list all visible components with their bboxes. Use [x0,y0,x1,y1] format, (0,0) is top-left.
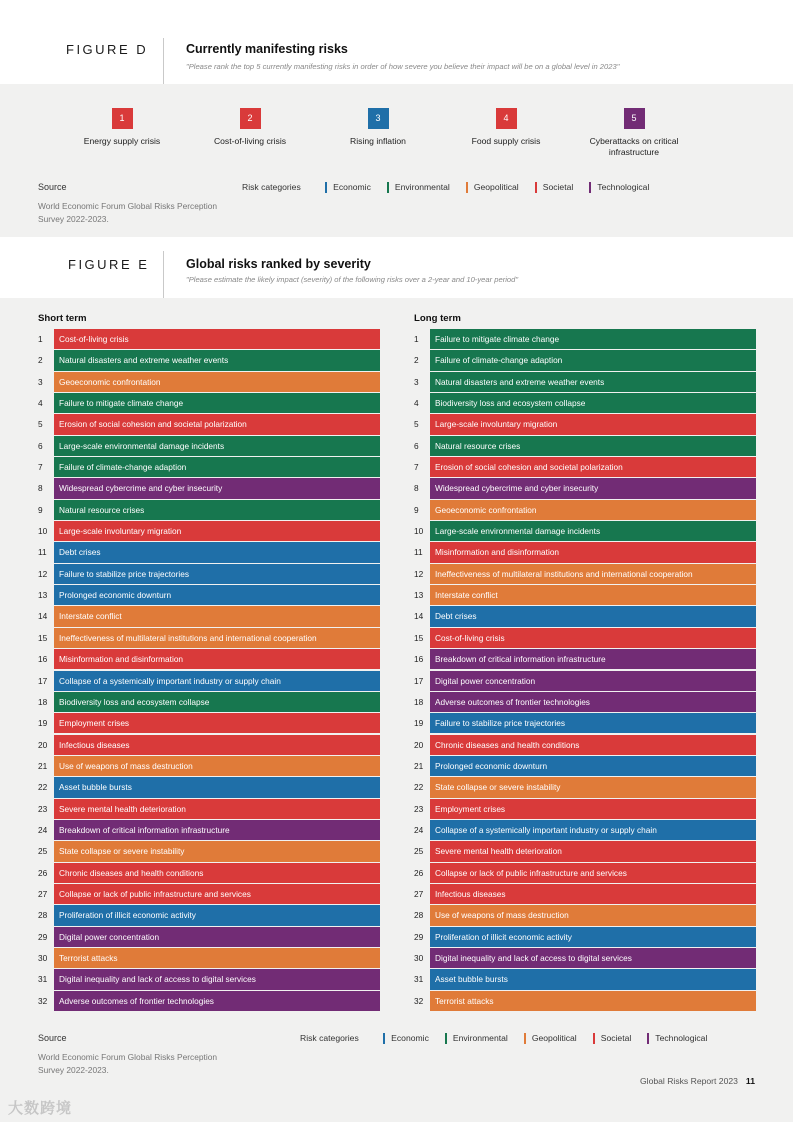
rank-number: 32 [414,995,424,1006]
figure-d-label: FIGURE D [66,42,149,57]
risk-bar: Prolonged economic downturn [54,585,380,605]
risk-bar: Interstate conflict [54,606,380,626]
risk-bar: Failure of climate-change adaption [430,350,756,370]
risk-bar: Collapse or lack of public infrastructure and services [430,863,756,883]
page-footer [640,1076,755,1086]
short-term-row [38,905,380,926]
short-term-row [38,777,380,798]
short-term-row [38,350,380,371]
rank-number: 10 [38,526,48,537]
risk-bar: Erosion of social cohesion and societal polarization [430,457,756,477]
rank-number: 17 [414,675,424,686]
rank-number: 8 [38,483,43,494]
rank-number: 12 [38,568,48,579]
legend-economic: Economic [325,182,371,193]
figure-d-subtitle: "Please rank the top 5 currently manifesting risks in order of how severe you believe their impact will be on a global level in 2023" [186,62,620,71]
long-term-row [414,585,756,606]
rank-number: 6 [414,440,419,451]
risk-bar: Debt crises [430,606,756,626]
rank-number: 6 [38,440,43,451]
risk-bar: Widespread cybercrime and cyber insecurity [54,478,380,498]
watermark: 大数跨境 [8,1100,73,1117]
long-term-row [414,436,756,457]
figure-d-source-text: World Economic Forum Global Risks Perception Survey 2022-2023. [38,201,218,224]
long-term-row [414,628,756,649]
figure-d-legend [242,182,665,193]
rank-number: 13 [38,590,48,601]
rank-number: 31 [38,974,48,985]
risk-bar: Asset bubble bursts [430,969,756,989]
risk-bar: Geoeconomic confrontation [54,372,380,392]
short-term-row [38,521,380,542]
short-term-row [38,713,380,734]
figure-e-divider [163,251,164,298]
risk-bar: Failure of climate-change adaption [54,457,380,477]
rank-number: 2 [38,355,43,366]
short-term-row [38,542,380,563]
risk-bar: Biodiversity loss and ecosystem collapse [54,692,380,712]
manifesting-risk-4 [436,108,576,147]
rank-number: 24 [38,824,48,835]
rank-number: 7 [414,462,419,473]
rank-badge: 2 [240,108,261,129]
figure-d-header [0,0,793,84]
long-term-heading: Long term [414,313,461,324]
risk-bar: Large-scale involuntary migration [430,414,756,434]
legend-environmental: Environmental [387,182,450,193]
legend-geopolitical: Geopolitical [524,1033,577,1044]
short-term-list [38,329,380,1012]
rank-number: 16 [38,654,48,665]
risk-bar: Severe mental health deterioration [430,841,756,861]
legend-environmental: Environmental [445,1033,508,1044]
figure-e-label: FIGURE E [68,257,150,272]
short-term-row [38,372,380,393]
short-term-row [38,478,380,499]
long-term-row [414,372,756,393]
short-term-row [38,393,380,414]
short-term-row [38,457,380,478]
risk-bar: Adverse outcomes of frontier technologies [54,991,380,1011]
short-term-row [38,692,380,713]
rank-badge: 3 [368,108,389,129]
long-term-row [414,671,756,692]
figure-e-title: Global risks ranked by severity [186,257,371,271]
long-term-row [414,713,756,734]
long-term-row [414,606,756,627]
figure-d-divider [163,38,164,84]
report-title: Global Risks Report 2023 [639,1076,738,1086]
legend-technological: Technological [589,182,649,193]
risk-bar: Interstate conflict [430,585,756,605]
manifesting-risk-1 [52,108,192,147]
rank-number: 26 [414,867,424,878]
long-term-row [414,564,756,585]
long-term-row [414,649,756,670]
rank-number: 11 [414,547,423,558]
risk-bar: Collapse of a systemically important industry or supply chain [54,671,380,691]
long-term-row [414,756,756,777]
long-term-row [414,799,756,820]
long-term-row [414,414,756,435]
legend-economic: Economic [383,1033,429,1044]
long-term-row [414,969,756,990]
short-term-row [38,414,380,435]
short-term-row [38,329,380,350]
risk-bar: Cost-of-living crisis [430,628,756,648]
legend-societal: Societal [593,1033,632,1044]
long-term-row [414,478,756,499]
rank-number: 1 [38,334,43,344]
risk-bar: Digital power concentration [54,927,380,947]
rank-number: 27 [414,888,424,899]
rank-number: 20 [414,739,424,750]
short-term-row [38,799,380,820]
long-term-row [414,500,756,521]
rank-number: 10 [414,526,424,537]
risk-bar: Prolonged economic downturn [430,756,756,776]
rank-number: 2 [414,355,419,366]
figure-e-header [0,237,793,298]
rank-number: 16 [414,654,424,665]
risk-bar: Natural disasters and extreme weather events [54,350,380,370]
rank-number: 19 [38,718,48,729]
rank-number: 3 [38,376,43,387]
long-term-row [414,948,756,969]
long-term-row [414,521,756,542]
risk-bar: Natural resource crises [430,436,756,456]
rank-number: 19 [414,718,424,729]
rank-number: 21 [414,760,424,771]
rank-number: 26 [38,867,48,878]
long-term-row [414,863,756,884]
legend-technological: Technological [647,1033,707,1044]
legend-label: Risk categories [300,1033,359,1043]
risk-bar: Breakdown of critical information infrastructure [430,649,756,669]
rank-number: 23 [414,803,424,814]
rank-number: 20 [38,739,48,750]
long-term-row [414,393,756,414]
short-term-row [38,863,380,884]
rank-number: 30 [414,952,424,963]
legend-geopolitical: Geopolitical [466,182,519,193]
long-term-row [414,329,756,350]
short-term-row [38,927,380,948]
long-term-row [414,841,756,862]
risk-bar: Use of weapons of mass destruction [54,756,380,776]
short-term-row [38,649,380,670]
risk-bar: Breakdown of critical information infrastructure [54,820,380,840]
rank-number: 18 [38,696,48,707]
short-term-row [38,606,380,627]
rank-badge: 5 [624,108,645,129]
rank-number: 14 [414,611,424,622]
risk-bar: Proliferation of illicit economic activity [54,905,380,925]
short-term-row [38,756,380,777]
risk-bar: Geoeconomic confrontation [430,500,756,520]
risk-bar: Digital inequality and lack of access to digital services [430,948,756,968]
rank-number: 29 [414,931,424,942]
figure-e-source-text: World Economic Forum Global Risks Perception Survey 2022-2023. [38,1052,218,1075]
risk-bar: Failure to stabilize price trajectories [54,564,380,584]
rank-number: 8 [414,483,419,494]
long-term-row [414,884,756,905]
short-term-row [38,500,380,521]
rank-number: 4 [38,398,43,409]
figure-e-legend [300,1033,723,1044]
risk-bar: Biodiversity loss and ecosystem collapse [430,393,756,413]
rank-badge: 4 [496,108,517,129]
rank-number: 32 [38,995,48,1006]
risk-bar: Large-scale environmental damage incidents [54,436,380,456]
manifesting-risk-3 [308,108,448,147]
long-term-row [414,692,756,713]
short-term-row [38,564,380,585]
risk-bar: Infectious diseases [430,884,756,904]
long-term-row [414,927,756,948]
short-term-row [38,991,380,1012]
short-term-row [38,735,380,756]
figure-d-source-label: Source [38,182,67,192]
risk-bar: Infectious diseases [54,735,380,755]
legend-societal: Societal [535,182,574,193]
risk-bar: Failure to mitigate climate change [54,393,380,413]
risk-bar: Failure to mitigate climate change [430,329,756,349]
risk-bar: Misinformation and disinformation [54,649,380,669]
rank-number: 25 [414,846,424,857]
risk-bar: Chronic diseases and health conditions [430,735,756,755]
rank-number: 5 [38,419,43,430]
risk-bar: Ineffectiveness of multilateral institutions and international cooperation [430,564,756,584]
rank-number: 28 [38,910,48,921]
long-term-row [414,542,756,563]
rank-number: 9 [414,504,419,515]
risk-bar: Chronic diseases and health conditions [54,863,380,883]
risk-bar: Erosion of social cohesion and societal polarization [54,414,380,434]
risk-bar: Widespread cybercrime and cyber insecurity [430,478,756,498]
rank-number: 15 [414,632,424,643]
long-term-row [414,905,756,926]
risk-name: Rising inflation [350,136,406,146]
page-number: 11 [745,1076,755,1086]
short-term-heading: Short term [38,313,87,324]
short-term-row [38,820,380,841]
rank-number: 22 [38,782,48,793]
risk-bar: Cost-of-living crisis [54,329,380,349]
rank-number: 30 [38,952,48,963]
manifesting-risk-2 [180,108,320,147]
rank-number: 18 [414,696,424,707]
risk-bar: State collapse or severe instability [430,777,756,797]
long-term-row [414,991,756,1012]
risk-bar: Large-scale involuntary migration [54,521,380,541]
risk-name: Cost-of-living crisis [213,136,287,146]
rank-number: 1 [414,334,419,344]
rank-number: 25 [38,846,48,857]
short-term-row [38,671,380,692]
rank-number: 12 [414,568,424,579]
rank-number: 28 [414,910,424,921]
figure-e-subtitle: "Please estimate the likely impact (severity) of the following risks over a 2-year and 10-year period" [186,275,519,284]
short-term-row [38,585,380,606]
risk-bar: State collapse or severe instability [54,841,380,861]
long-term-row [414,735,756,756]
rank-number: 27 [38,888,48,899]
risk-bar: Proliferation of illicit economic activity [430,927,756,947]
risk-bar: Employment crises [430,799,756,819]
rank-number: 9 [38,504,43,515]
rank-number: 11 [38,547,47,558]
risk-bar: Failure to stabilize price trajectories [430,713,756,733]
rank-number: 14 [38,611,48,622]
risk-bar: Natural disasters and extreme weather events [430,372,756,392]
risk-name: Energy supply crisis [83,136,161,146]
risk-bar: Use of weapons of mass destruction [430,905,756,925]
risk-bar: Digital power concentration [430,671,756,691]
risk-bar: Collapse or lack of public infrastructure and services [54,884,380,904]
rank-number: 29 [38,931,48,942]
risk-bar: Terrorist attacks [54,948,380,968]
rank-number: 7 [38,462,43,473]
risk-bar: Asset bubble bursts [54,777,380,797]
risk-bar: Digital inequality and lack of access to digital services [54,969,380,989]
risk-bar: Adverse outcomes of frontier technologies [430,692,756,712]
manifesting-risk-5 [564,108,704,158]
risk-name: Food supply crisis [471,136,541,146]
rank-number: 17 [38,675,48,686]
short-term-row [38,436,380,457]
rank-number: 5 [414,419,419,430]
rank-badge: 1 [112,108,133,129]
rank-number: 4 [414,398,419,409]
short-term-row [38,969,380,990]
long-term-list [414,329,756,1012]
risk-bar: Collapse of a systemically important industry or supply chain [430,820,756,840]
figure-e-source-label: Source [38,1033,67,1043]
risk-bar: Ineffectiveness of multilateral institutions and international cooperation [54,628,380,648]
risk-bar: Terrorist attacks [430,991,756,1011]
short-term-row [38,884,380,905]
rank-number: 24 [414,824,424,835]
rank-number: 3 [414,376,419,387]
risk-bar: Natural resource crises [54,500,380,520]
rank-number: 22 [414,782,424,793]
rank-number: 13 [414,590,424,601]
rank-number: 15 [38,632,48,643]
risk-name: Cyberattacks on critical infrastructure [589,136,679,157]
risk-bar: Severe mental health deterioration [54,799,380,819]
long-term-row [414,457,756,478]
long-term-row [414,350,756,371]
rank-number: 21 [38,760,48,771]
risk-bar: Misinformation and disinformation [430,542,756,562]
figure-d-title: Currently manifesting risks [186,42,348,56]
short-term-row [38,948,380,969]
risk-bar: Employment crises [54,713,380,733]
risk-bar: Debt crises [54,542,380,562]
rank-number: 23 [38,803,48,814]
short-term-row [38,841,380,862]
long-term-row [414,777,756,798]
legend-label: Risk categories [242,182,301,192]
rank-number: 31 [414,974,424,985]
risk-bar: Large-scale environmental damage incidents [430,521,756,541]
long-term-row [414,820,756,841]
short-term-row [38,628,380,649]
